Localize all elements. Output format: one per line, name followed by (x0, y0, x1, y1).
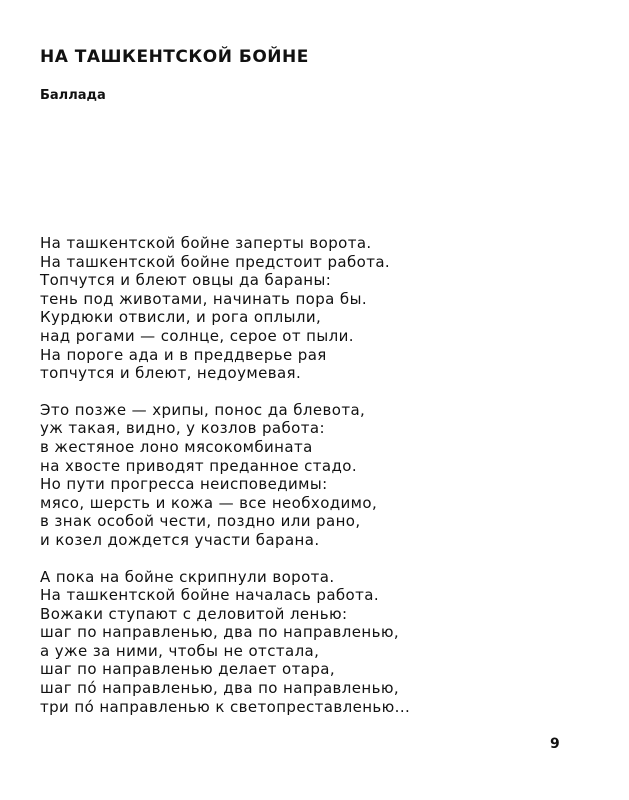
poem-line: На ташкентской бойне заперты ворота. (40, 234, 372, 252)
page-number: 9 (550, 736, 560, 752)
poem-line: в знак особой чести, поздно или рано, (40, 512, 361, 531)
poem-line: шаг по направленью делает отара, (40, 660, 336, 679)
poem-line: шаг по́ направленью, два по направленью, (40, 679, 400, 698)
subtitle: Баллада (40, 88, 106, 103)
poem-line: Вожаки ступают с деловитой ленью: (40, 604, 348, 623)
poem-line: а уже за ними, чтобы не отстала, (40, 641, 320, 660)
poem-line: На ташкентской бойне предстоит работа. (40, 252, 391, 271)
poem-line: А пока на бойне скрипнули ворота. (40, 567, 335, 586)
poem-line: На ташкентской бойне началась работа. (40, 586, 380, 605)
poem-body (40, 234, 410, 734)
poem-line: Это позже — хрипы, понос да блевота, (40, 400, 366, 419)
poem-line: над рогами — солнце, серое от пыли. (40, 326, 354, 345)
stanza-1 (40, 234, 410, 383)
stanza-2 (40, 401, 410, 550)
poem-line: Курдюки отвисли, и рога оплыли, (40, 308, 322, 327)
poem-line: топчутся и блеют, недоумевая. (40, 364, 302, 383)
page-title: НА ТАШКЕНТСКОЙ БОЙНЕ (40, 47, 309, 67)
poem-line: три по́ направленью к светопреставленью... (40, 697, 411, 716)
poem-line: на хвосте приводят преданное стадо. (40, 456, 358, 475)
poem-line: мясо, шерсть и кожа — все необходимо, (40, 493, 378, 512)
stanza-3 (40, 568, 410, 717)
poem-line: в жестяное лоно мясокомбината (40, 437, 313, 456)
poem-line: тень под животами, начинать пора бы. (40, 289, 367, 308)
poem-line: Но пути прогресса неисповедимы: (40, 475, 328, 494)
poem-line: Топчутся и блеют овцы да бараны: (40, 271, 332, 290)
poem-line: уж такая, видно, у козлов работа: (40, 419, 325, 438)
poem-line: шаг по направленью, два по направленью, (40, 623, 400, 642)
poem-line: и козел дождется участи барана. (40, 530, 320, 549)
poem-line: На пороге ада и в преддверье рая (40, 345, 327, 364)
